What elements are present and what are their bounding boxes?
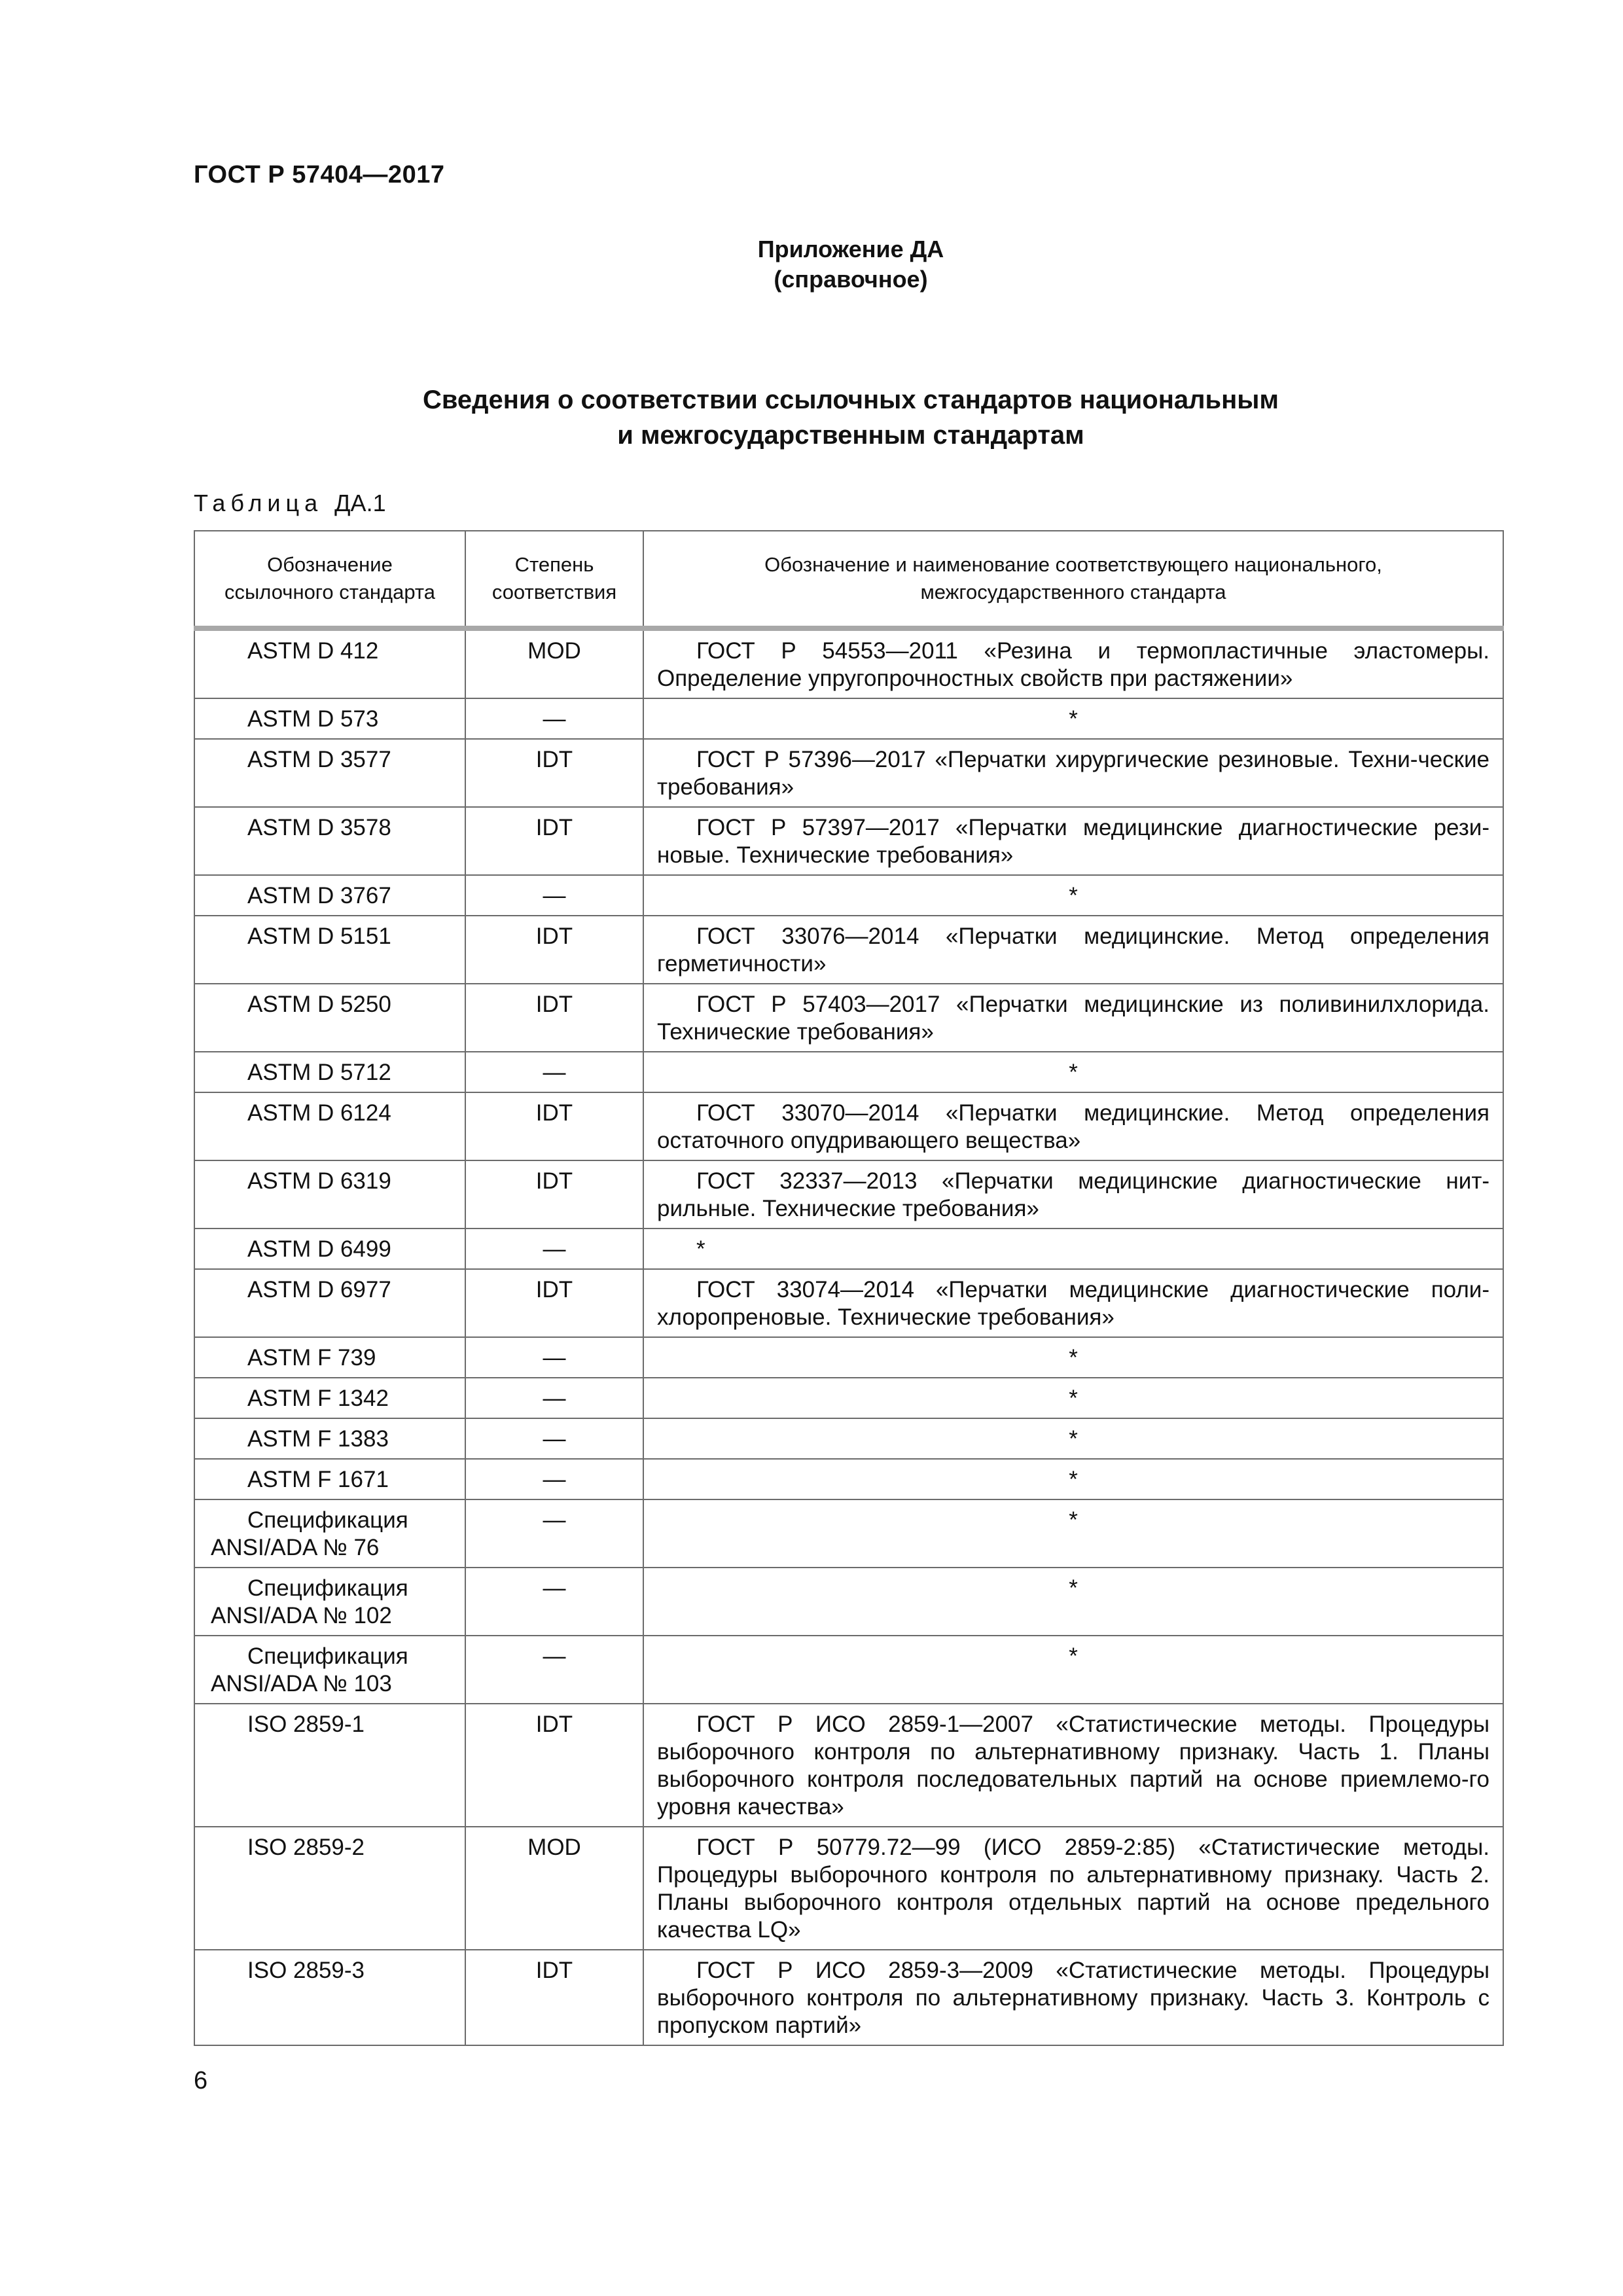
section-title: [0, 382, 1623, 453]
cell-reference-standard: ASTM D 3767: [194, 875, 465, 916]
cell-national-standard: [643, 1160, 1503, 1229]
cell-national-standard: [643, 807, 1503, 875]
table-row: [194, 984, 1503, 1052]
page-number: 6: [194, 2067, 208, 2094]
cell-national-standard: *: [643, 1499, 1503, 1568]
cell-reference-standard: ASTM D 5250: [194, 984, 465, 1052]
correspondence-table: [194, 530, 1504, 2046]
table-caption: [194, 490, 386, 517]
table-row: [194, 1160, 1503, 1229]
cell-reference-standard: ISO 2859-2: [194, 1827, 465, 1950]
header-reference-standard: [194, 531, 465, 628]
cell-degree: —: [465, 1337, 643, 1378]
cell-national-standard: [643, 1950, 1503, 2045]
table-row: [194, 1418, 1503, 1459]
cell-reference-standard: ASTM D 6124: [194, 1092, 465, 1160]
cell-degree: IDT: [465, 1269, 643, 1337]
table-row: [194, 1092, 1503, 1160]
cell-reference-standard: ASTM D 573: [194, 698, 465, 739]
cell-degree: IDT: [465, 984, 643, 1052]
appendix-heading: [0, 234, 1623, 295]
cell-degree: —: [465, 1052, 643, 1092]
national-standard-text: ГОСТ 33070—2014 «Перчатки медицинские. Метод определения остаточного опудривающего вещества»: [657, 1100, 1489, 1153]
cell-degree: IDT: [465, 916, 643, 984]
table-row: [194, 1229, 1503, 1269]
cell-degree: IDT: [465, 1160, 643, 1229]
cell-national-standard: [643, 628, 1503, 698]
table-caption-word: Таблица: [194, 490, 323, 516]
section-title-line-2: и межгосударственным стандартам: [617, 421, 1084, 450]
cell-national-standard: [643, 739, 1503, 807]
cell-degree: MOD: [465, 628, 643, 698]
national-standard-text: ГОСТ Р ИСО 2859-1—2007 «Статистические методы. Процедуры выборочного контроля по альтернативному признаку. Часть 1. Планы выборочного контроля последовательных партий на основе приемлемо-го уровня качества»: [657, 1712, 1489, 1820]
cell-degree: IDT: [465, 807, 643, 875]
table-row: [194, 1827, 1503, 1950]
cell-national-standard: [643, 1827, 1503, 1950]
national-standard-text: ГОСТ Р ИСО 2859-3—2009 «Статистические методы. Процедуры выборочного контроля по альтернативному признаку. Часть 3. Контроль с пропуском партий»: [657, 1958, 1489, 2038]
cell-degree: —: [465, 698, 643, 739]
national-standard-text: ГОСТ Р 57396—2017 «Перчатки хирургические резиновые. Техни-ческие требования»: [657, 747, 1489, 800]
header-col1-line-1: Обозначение: [267, 553, 393, 576]
table-row: [194, 807, 1503, 875]
table-row: [194, 1950, 1503, 2045]
table-row: [194, 916, 1503, 984]
header-col3-line-1: Обозначение и наименование соответствующего национального,: [764, 553, 1382, 576]
table-row: [194, 1704, 1503, 1827]
national-standard-text: ГОСТ 32337—2013 «Перчатки медицинские диагностические нит-рильные. Технические требования»: [657, 1168, 1489, 1221]
spec-code: ANSI/ADA № 76: [211, 1535, 380, 1560]
table-row: [194, 628, 1503, 698]
cell-national-standard: [643, 916, 1503, 984]
cell-national-standard: *: [643, 1378, 1503, 1418]
table-row: [194, 1636, 1503, 1704]
national-standard-text: ГОСТ 33076—2014 «Перчатки медицинские. Метод определения герметичности»: [657, 924, 1489, 977]
table-row: [194, 739, 1503, 807]
cell-degree: —: [465, 1499, 643, 1568]
cell-reference-standard: ASTM D 5712: [194, 1052, 465, 1092]
cell-reference-standard: [194, 1499, 465, 1568]
cell-reference-standard: [194, 1568, 465, 1636]
cell-degree: —: [465, 1229, 643, 1269]
spec-label: Спецификация: [247, 1575, 408, 1601]
header-col2-line-1: Степень: [514, 553, 594, 576]
national-standard-text: ГОСТ Р 57403—2017 «Перчатки медицинские из поливинилхлорида. Технические требования»: [657, 992, 1489, 1045]
cell-national-standard: *: [643, 698, 1503, 739]
table-row: [194, 698, 1503, 739]
table-row: [194, 875, 1503, 916]
appendix-title: Приложение ДА: [757, 236, 944, 262]
table-row: [194, 1052, 1503, 1092]
table-row: [194, 1459, 1503, 1499]
cell-reference-standard: ASTM F 1383: [194, 1418, 465, 1459]
header-col2-line-2: соответствия: [491, 581, 617, 603]
document-code: ГОСТ Р 57404—2017: [194, 161, 445, 188]
cell-degree: —: [465, 1636, 643, 1704]
cell-national-standard: *: [643, 1459, 1503, 1499]
cell-national-standard: [643, 1229, 1503, 1269]
table-row: [194, 1337, 1503, 1378]
national-standard-text: ГОСТ Р 57397—2017 «Перчатки медицинские диагностические рези-новые. Технические требования»: [657, 815, 1489, 868]
appendix-kind: (справочное): [774, 266, 928, 293]
cell-degree: —: [465, 1378, 643, 1418]
cell-degree: —: [465, 1418, 643, 1459]
table-caption-number: ДА.1: [334, 490, 386, 516]
cell-national-standard: *: [643, 875, 1503, 916]
header-degree-of-correspondence: [465, 531, 643, 628]
section-title-line-1: Сведения о соответствии ссылочных стандартов национальным: [422, 386, 1279, 414]
cell-reference-standard: ASTM D 6499: [194, 1229, 465, 1269]
cell-degree: —: [465, 1568, 643, 1636]
cell-degree: IDT: [465, 1950, 643, 2045]
table-row: [194, 1269, 1503, 1337]
cell-reference-standard: ISO 2859-3: [194, 1950, 465, 2045]
cell-national-standard: *: [643, 1337, 1503, 1378]
header-col3-line-2: межгосударственного стандарта: [920, 581, 1226, 603]
cell-degree: —: [465, 875, 643, 916]
national-standard-text: *: [696, 1236, 705, 1262]
cell-reference-standard: [194, 1636, 465, 1704]
spec-code: ANSI/ADA № 103: [211, 1671, 392, 1696]
cell-reference-standard: ASTM F 739: [194, 1337, 465, 1378]
spec-label: Спецификация: [247, 1643, 408, 1669]
cell-reference-standard: ASTM D 3578: [194, 807, 465, 875]
cell-national-standard: *: [643, 1568, 1503, 1636]
cell-national-standard: *: [643, 1636, 1503, 1704]
cell-reference-standard: ASTM D 6977: [194, 1269, 465, 1337]
spec-code: ANSI/ADA № 102: [211, 1603, 392, 1628]
cell-degree: IDT: [465, 1092, 643, 1160]
cell-degree: —: [465, 1459, 643, 1499]
table-row: [194, 1378, 1503, 1418]
cell-reference-standard: ASTM D 412: [194, 628, 465, 698]
cell-national-standard: [643, 1092, 1503, 1160]
cell-national-standard: [643, 984, 1503, 1052]
cell-reference-standard: ASTM F 1671: [194, 1459, 465, 1499]
cell-degree: IDT: [465, 1704, 643, 1827]
cell-reference-standard: ASTM D 3577: [194, 739, 465, 807]
national-standard-text: ГОСТ Р 54553—2011 «Резина и термопластичные эластомеры. Определение упругопрочностных свойств при растяжении»: [657, 638, 1489, 691]
cell-reference-standard: ASTM F 1342: [194, 1378, 465, 1418]
cell-reference-standard: ASTM D 5151: [194, 916, 465, 984]
national-standard-text: ГОСТ 33074—2014 «Перчатки медицинские диагностические поли-хлоропреновые. Технические требования»: [657, 1277, 1489, 1330]
spec-label: Спецификация: [247, 1507, 408, 1533]
table-header-row: [194, 531, 1503, 628]
table-row: [194, 1568, 1503, 1636]
cell-degree: MOD: [465, 1827, 643, 1950]
header-col1-line-2: ссылочного стандарта: [224, 581, 435, 603]
table-row: [194, 1499, 1503, 1568]
cell-reference-standard: ASTM D 6319: [194, 1160, 465, 1229]
cell-national-standard: *: [643, 1052, 1503, 1092]
cell-national-standard: [643, 1269, 1503, 1337]
header-national-standard: [643, 531, 1503, 628]
cell-national-standard: *: [643, 1418, 1503, 1459]
national-standard-text: ГОСТ Р 50779.72—99 (ИСО 2859-2:85) «Статистические методы. Процедуры выборочного контроля по альтернативному признаку. Часть 2. Планы выборочного контроля отдельных партий на основе предельного качества LQ»: [657, 1835, 1489, 1943]
cell-reference-standard: ISO 2859-1: [194, 1704, 465, 1827]
cell-degree: IDT: [465, 739, 643, 807]
cell-national-standard: [643, 1704, 1503, 1827]
